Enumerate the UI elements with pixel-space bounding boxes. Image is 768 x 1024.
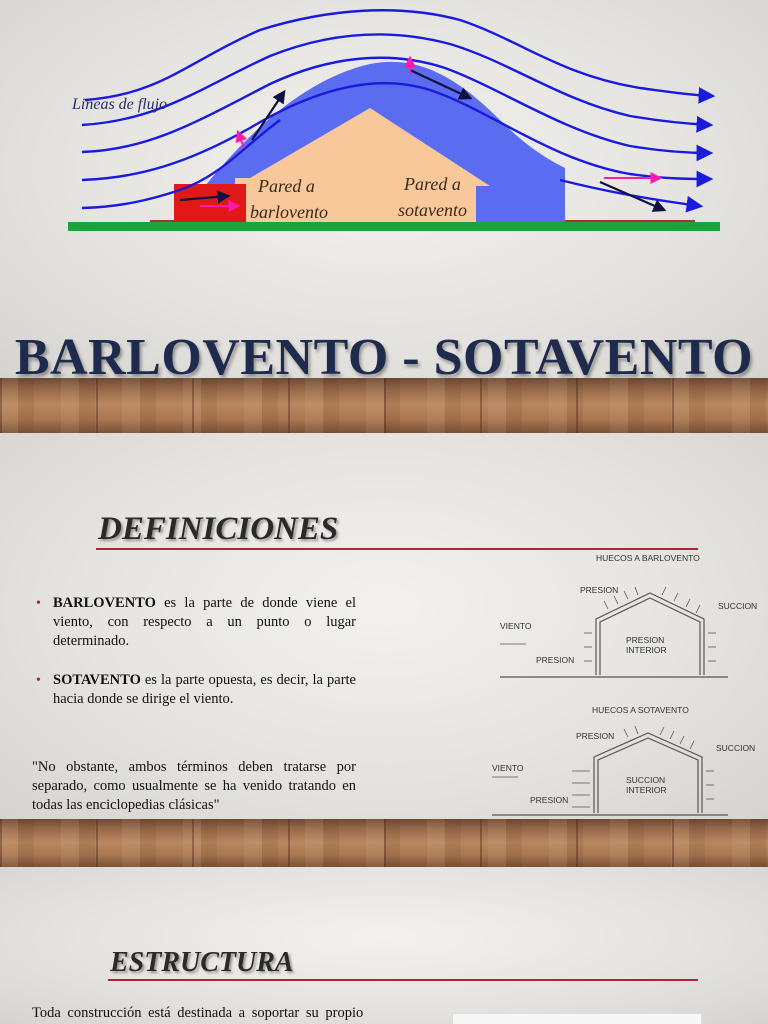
wind-pressure-diagrams (478, 549, 768, 819)
bullet-marker: • (36, 673, 41, 688)
definiciones-heading: DEFINICIONES (98, 511, 339, 547)
estructura-rule (108, 979, 698, 981)
sotavento-definition: SOTAVENTO es la parte opuesta, es decir, la parte hacia donde se dirige el viento. (53, 672, 356, 707)
diagram-top-viento: VIENTO (500, 621, 532, 631)
leeward-wall-label-1: Pared a (404, 174, 461, 194)
windward-wall-label-1: Pared a (258, 176, 315, 196)
leeward-wall-label-2: sotavento (398, 200, 467, 220)
barlovento-definition: BARLOVENTO es la parte de donde viene el viento, con respecto a un punto o lugar determinado. (53, 595, 356, 649)
slide-estructura (0, 867, 768, 1024)
windward-wall-label-2: barlovento (250, 202, 328, 222)
airflow-figure (0, 0, 768, 250)
diagram-bottom-viento: VIENTO (492, 763, 524, 773)
diagram-top-presion-wall: PRESION (536, 655, 575, 665)
wood-floor-divider (0, 378, 768, 433)
slide-title (0, 0, 768, 378)
diagram-bottom-succion: SUCCION (716, 743, 756, 753)
quote-text: "No obstante, ambos términos deben tratarse por separado, como usualmente se ha venido tratando en todas las enciclopedias clásicas" (32, 759, 356, 813)
slide-definiciones (0, 433, 768, 819)
slide-title-text: BARLOVENTO - SOTAVENTO (14, 329, 754, 378)
diagram-top-presion-roof: PRESION (580, 585, 619, 595)
diagram-top-succion: SUCCION (718, 601, 758, 611)
diagram-top-title: HUECOS A BARLOVENTO (596, 553, 700, 563)
wood-floor-divider (0, 819, 768, 867)
diagram-top-interior-1: PRESION (626, 635, 665, 645)
diagram-bottom-presion-wall: PRESION (530, 795, 569, 805)
diagram-bottom-interior-1: SUCCION (626, 775, 666, 785)
estructura-image (452, 1013, 702, 1024)
windward-block (174, 184, 246, 222)
diagram-bottom-presion-roof: PRESION (576, 731, 615, 741)
estructura-text: Toda construcción está destinada a soportar su propio (32, 1005, 364, 1021)
diagram-bottom-interior-2: INTERIOR (626, 785, 667, 795)
bullet-marker: • (36, 596, 41, 611)
diagram-bottom-title: HUECOS A SOTAVENTO (592, 705, 689, 715)
estructura-heading: ESTRUCTURA (110, 947, 294, 978)
ground-line (68, 222, 720, 231)
flow-lines-label: Lineas de flujo (72, 96, 168, 113)
diagram-top-interior-2: INTERIOR (626, 645, 667, 655)
